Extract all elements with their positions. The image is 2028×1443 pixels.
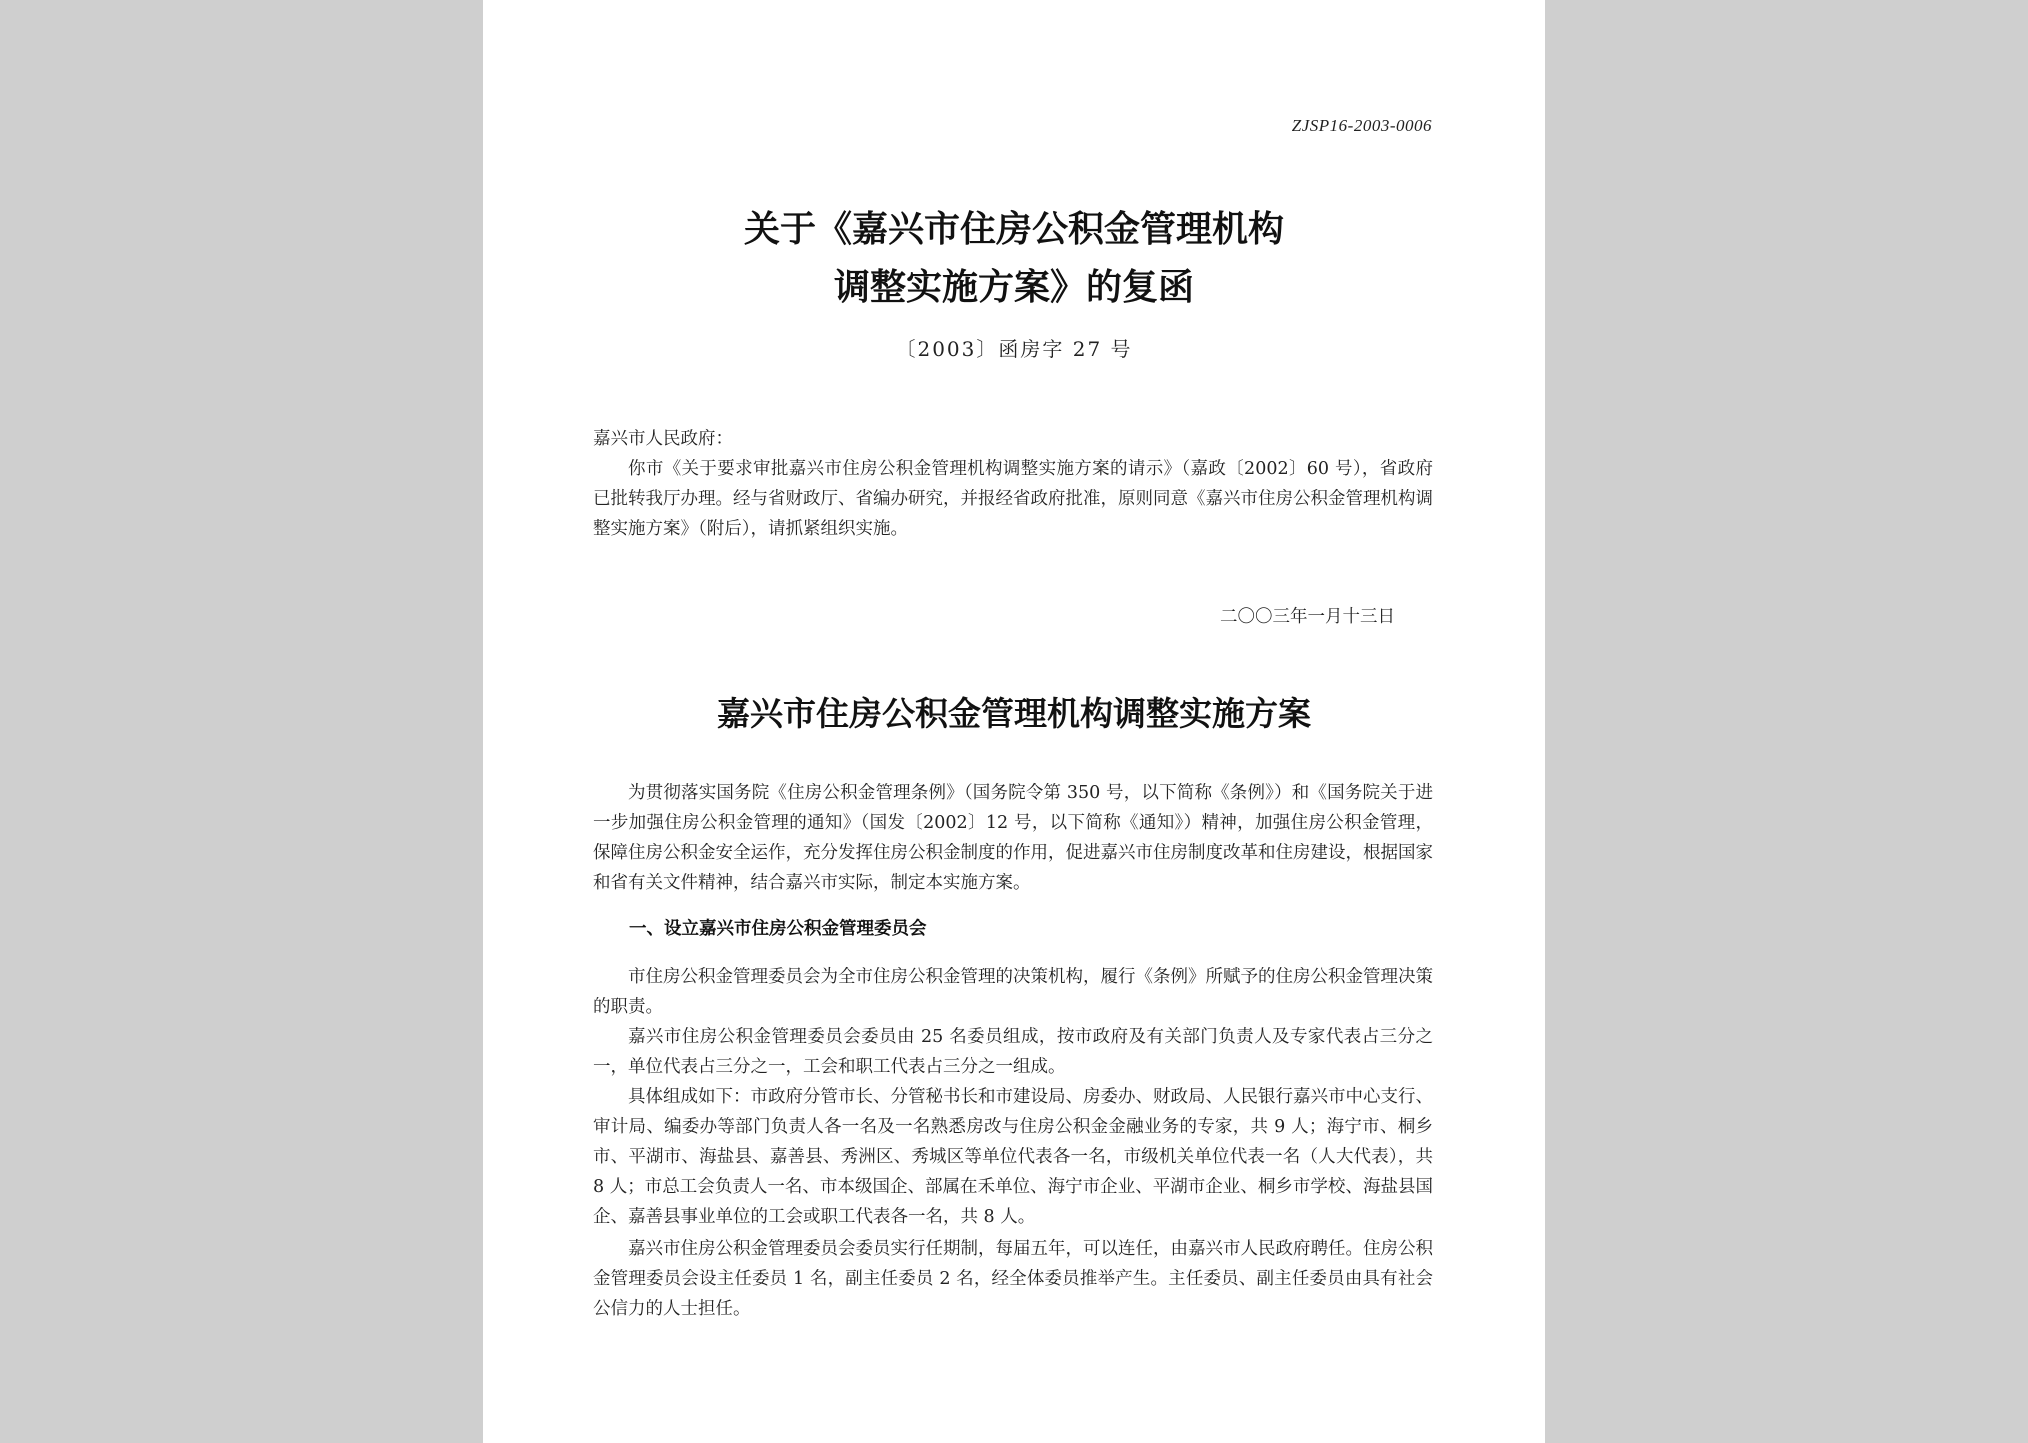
letter-title-line-2: 调整实施方案》的复函: [833, 266, 1194, 308]
section-paragraph: 市住房公积金管理委员会为全市住房公积金管理的决策机构，履行《条例》所赋予的住房公积金管理决策的职责。: [593, 967, 1433, 1017]
salutation: 嘉兴市人民政府：: [593, 429, 733, 449]
letter-paragraph: 你市《关于要求审批嘉兴市住房公积金管理机构调整实施方案的请示》（嘉政〔2002〕60 号），省政府已批转我厅办理。经与省财政厅、省编办研究，并报经省政府批准，原则同意《嘉兴市住房公积金管理机构调整实施方案》（附后），请抓紧组织实施。: [593, 459, 1433, 539]
plan-intro-paragraph: 为贯彻落实国务院《住房公积金管理条例》（国务院令第 350 号，以下简称《条例》）和《国务院关于进一步加强住房公积金管理的通知》（国发〔2002〕12 号，以下简称《通知》）精神，加强住房公积金管理，保障住房公积金安全运作，充分发挥住房公积金制度的作用，促进嘉兴市住房制度改革和住房建设，根据国家和省有关文件精神，结合嘉兴市实际，制定本实施方案。: [593, 783, 1433, 893]
document-id: ZJSP16-2003-0006: [1291, 116, 1432, 135]
letter-date: 二〇〇三年一月十三日: [1220, 607, 1395, 627]
document-page: [483, 0, 1545, 1443]
section-paragraph: 嘉兴市住房公积金管理委员会委员实行任期制，每届五年，可以连任，由嘉兴市人民政府聘任。住房公积金管理委员会设主任委员 1 名，副主任委员 2 名，经全体委员推举产生。主任委员、副主任委员由具有社会公信力的人士担任。: [593, 1239, 1433, 1319]
plan-title: 嘉兴市住房公积金管理机构调整实施方案: [717, 694, 1311, 733]
document-number: 〔2003〕函房字 27 号: [895, 337, 1133, 361]
section-paragraph: 具体组成如下：市政府分管市长、分管秘书长和市建设局、房委办、财政局、人民银行嘉兴市中心支行、审计局、编委办等部门负责人各一名及一名熟悉房改与住房公积金金融业务的专家，共 9 人；海宁市、桐乡市、平湖市、海盐县、嘉善县、秀洲区、秀城区等单位代表各一名，市级机关单位代表一名（人大代表），共 8 人；市总工会负责人一名、市本级国企、部属在禾单位、海宁市企业、平湖市企业、桐乡市学校、海盐县国企、嘉善县事业单位的工会或职工代表各一名，共 8 人。: [593, 1087, 1433, 1227]
letter-title-line-1: 关于《嘉兴市住房公积金管理机构: [743, 208, 1284, 250]
section-paragraph: 嘉兴市住房公积金管理委员会委员由 25 名委员组成，按市政府及有关部门负责人及专家代表占三分之一，单位代表占三分之一，工会和职工代表占三分之一组成。: [593, 1027, 1433, 1077]
section-heading: 一、设立嘉兴市住房公积金管理委员会: [629, 919, 927, 939]
